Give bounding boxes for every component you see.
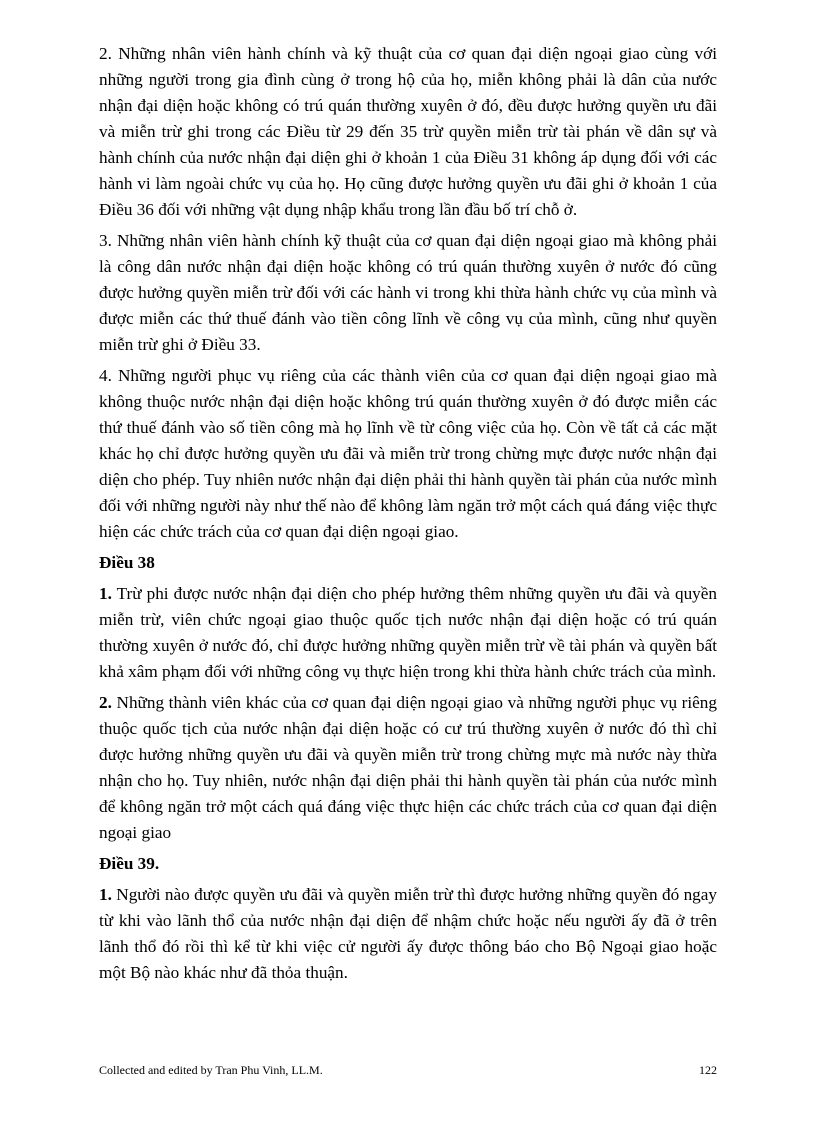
footer-credit: Collected and edited by Tran Phu Vinh, LL.M. <box>99 1063 323 1077</box>
paragraph-text: Những thành viên khác của cơ quan đại diện ngoại giao và những người phục vụ riêng thuộc quốc tịch của nước nhận đại diện hoặc có cư trú thường xuyên ở nước đó thì chỉ được hưởng những quyền ưu đãi và quyền miễn trừ trong chừng mực mà nước này thừa nhận cho họ. Tuy nhiên, nước nhận đại diện phải thi hành quyền tài phán của nước mình để không ngăn trở một cách quá đáng việc thực hiện các chức trách của cơ quan đại diện ngoại giao <box>99 693 717 842</box>
clause-number: 1. <box>99 885 112 904</box>
paragraph-text: Người nào được quyền ưu đãi và quyền miễn trừ thì được hưởng những quyền đó ngay từ khi vào lãnh thổ của nước nhận đại diện để nhậm chức hoặc nếu người ấy đã ở trên lãnh thổ đó rồi thì kể từ khi việc cử người ấy được thông báo cho Bộ Ngoại giao hoặc một Bộ nào khác như đã thỏa thuận. <box>99 885 717 982</box>
clause-number: 4. <box>99 366 112 385</box>
clause-number: 3. <box>99 231 112 250</box>
paragraph-text: Những người phục vụ riêng của các thành viên của cơ quan đại diện ngoại giao mà không thuộc nước nhận đại diện hoặc không trú quán thường xuyên ở đó được miễn các thứ thuế đánh vào số tiền công mà họ lĩnh về từ công việc của họ. Còn về tất cả các mặt khác họ chỉ được hưởng quyền ưu đãi và miễn trừ trong chừng mực được nước nhận đại diện cho phép. Tuy nhiên nước nhận đại diện phải thi hành quyền tài phán của nước mình đối với những người này như thế nào để không làm ngăn trở một cách quá đáng việc thực hiện các chức trách của cơ quan đại diện ngoại giao. <box>99 366 717 541</box>
paragraph-text: Những nhân viên hành chính kỹ thuật của cơ quan đại diện ngoại giao mà không phải là công dân nước nhận đại diện hoặc không có trú quán thường xuyên ở nước đó cũng được hưởng quyền miễn trừ đối với các hành vi trong khi thừa hành chức vụ của mình và được miễn các thứ thuế đánh vào tiền công lĩnh về công vụ của mình, cũng như quyền miễn trừ ghi ở Điều 33. <box>99 231 718 354</box>
clause-number: 2. <box>99 693 112 712</box>
paragraph-text: Trừ phi được nước nhận đại diện cho phép hưởng thêm những quyền ưu đãi và quyền miễn trừ, viên chức ngoại giao thuộc quốc tịch nước nhận đại diện hoặc có trú quán thường xuyên ở nước đó, chỉ được hưởng những quyền miễn trừ về tài phán và quyền bất khả xâm phạm đối với những công vụ thực hiện trong khi thừa hành chức trách của mình. <box>99 584 717 681</box>
paragraph-3-admin-staff <box>99 228 717 358</box>
article-heading-38: Điều 38 <box>99 553 155 572</box>
paragraph-text: Những nhân viên hành chính và kỹ thuật của cơ quan đại diện ngoại giao cùng với những người trong gia đình cùng ở trong hộ của họ, miễn không phải là dân của nước nhận đại diện hoặc không có trú quán thường xuyên ở đó, đều được hưởng quyền ưu đãi và miễn trừ ghi trong các Điều từ 29 đến 35 trừ quyền miễn trừ tài phán về dân sự và hành chính của nước nhận đại diện ghi ở khoản 1 của Điều 31 không áp dụng đối với các hành vi làm ngoài chức vụ của họ. Họ cũng được hưởng quyền ưu đãi ghi ở khoản 1 của Điều 36 đối với những vật dụng nhập khẩu trong lần đầu bố trí chỗ ở. <box>99 44 718 219</box>
paragraph-2-staff <box>99 41 717 223</box>
clause-number: 2. <box>99 44 112 63</box>
clause-number: 1. <box>99 584 112 603</box>
paragraph-38-1 <box>99 581 717 685</box>
article-heading-39: Điều 39. <box>99 854 160 873</box>
page-footer <box>99 1063 717 1078</box>
document-body <box>99 41 717 991</box>
paragraph-4-private-servants <box>99 363 717 545</box>
paragraph-38-2 <box>99 690 717 846</box>
paragraph-39-1 <box>99 882 717 986</box>
page-number: 122 <box>699 1063 717 1077</box>
